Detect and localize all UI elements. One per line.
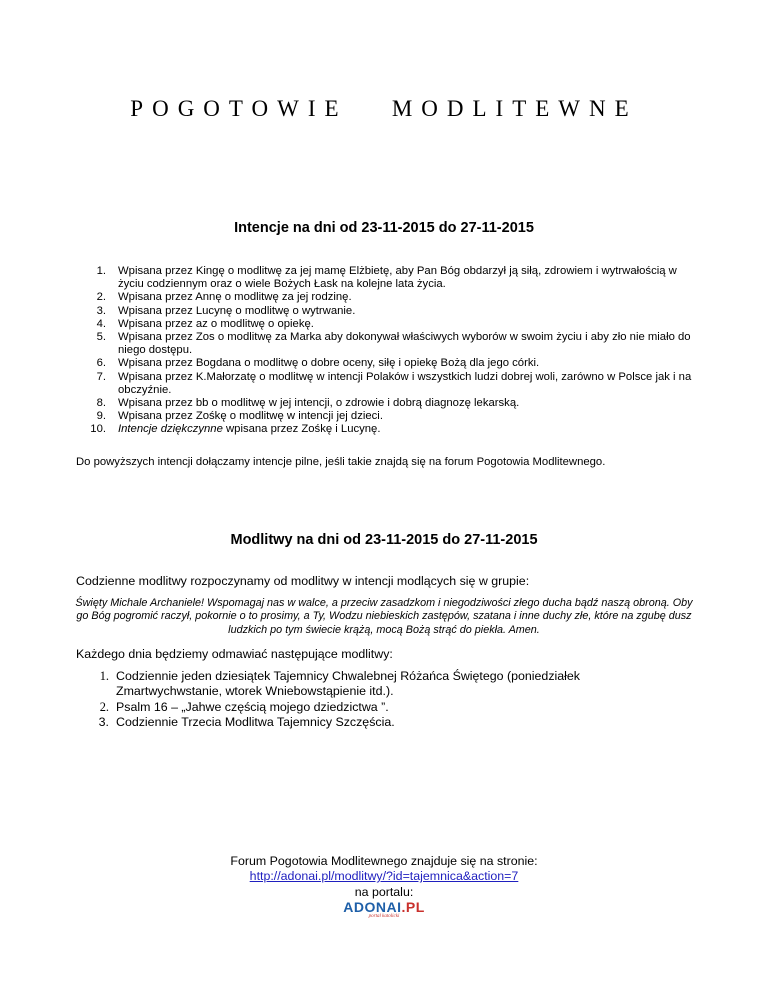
- intentions-note: Do powyższych intencji dołączamy intencje pilne, jeśli takie znajdą się na forum Pogotowia Modlitewnego.: [76, 456, 606, 468]
- michael-prayer: Święty Michale Archaniele! Wspomagaj nas w walce, a przeciw zasadzkom i niegodziwości złego ducha bądź naszą obroną. Oby go Bóg pogromić raczył, pokornie o to prosimy, a Ty, Wodzu niebieskich zastępów, szatana i inne duchy złe, które na zgubę dusz ludzkich po tym świecie krążą, mocą Bożą strąć do piekła. Amen.: [75, 597, 693, 636]
- daily-prayers-list: [76, 669, 636, 731]
- list-item: 8. Wpisana przez bb o modlitwę w jej intencji, o zdrowie i dobrą diagnozę lekarską.: [96, 397, 520, 410]
- list-item: 7. Wpisana przez K.Małorzatę o modlitwę w intencji Polaków i wszystkich ludzi dobrej woli, zarówno w Polsce jak i na obczyźnie.: [96, 370, 692, 396]
- list-item: 2. Wpisana przez Annę o modlitwę za jej rodzinę.: [96, 291, 352, 304]
- list-item: 9. Wpisana przez Zośkę o modlitwę w intencji jej dzieci.: [96, 410, 383, 423]
- prayers-intro: Codzienne modlitwy rozpoczynamy od modlitwy w intencji modlących się w grupie:: [76, 574, 530, 588]
- logo-tagline: portal katolicki: [368, 914, 400, 920]
- list-item: 1. Codziennie jeden dziesiątek Tajemnicy Chwalebnej Różańca Świętego (poniedziałek Zmartwychwstanie, wtorek Wniebowstąpienie itd.).: [99, 669, 581, 699]
- prayers-heading: Modlitwy na dni od 23-11-2015 do 27-11-2015: [230, 532, 538, 548]
- list-item: 2. Psalm 16 – „Jahwe częścią mojego dziedzictwa ”.: [99, 699, 389, 714]
- footer-portal-text: na portalu:: [354, 884, 414, 899]
- list-item: 4. Wpisana przez az o modlitwę o opiekę.: [96, 317, 314, 330]
- footer-forum-text: Forum Pogotowia Modlitewnego znajduje się na stronie:: [230, 854, 538, 868]
- intentions-heading: Intencje na dni od 23-11-2015 do 27-11-2015: [234, 220, 534, 236]
- footer: [0, 854, 768, 922]
- adonai-logo[interactable]: ADONAI.PL portal katolicki: [343, 899, 425, 920]
- list-item: 6. Wpisana przez Bogdana o modlitwę o dobre oceny, siłę i opiekę Bożą dla jego córki.: [96, 357, 540, 370]
- daily-prayers-intro: Każdego dnia będziemy odmawiać następujące modlitwy:: [76, 647, 393, 661]
- list-item: 3. Wpisana przez Lucynę o modlitwę o wytrwanie.: [96, 304, 356, 317]
- list-item: 5. Wpisana przez Zos o modlitwę za Marka aby dokonywał właściwych wyborów w swoim życiu i aby zło nie miało do niego dostępu.: [96, 331, 691, 357]
- list-item: 1. Wpisana przez Kingę o modlitwę za jej mamę Elżbietę, aby Pan Bóg obdarzył ją siłą, zdrowiem i wytrwałością w życiu codziennym oraz o wiele Bożych Łask na kolejne lata życia.: [96, 265, 677, 291]
- forum-link[interactable]: http://adonai.pl/modlitwy/?id=tajemnica&action=7: [249, 869, 519, 884]
- list-item: 10. Intencje dziękczynne wpisana przez Zośkę i Lucynę.: [90, 423, 381, 436]
- page-title: POGOTOWIE MODLITEWNE: [130, 96, 638, 121]
- list-item: 3. Codziennie Trzecia Modlitwa Tajemnicy Szczęścia.: [98, 715, 395, 730]
- intentions-list: [76, 265, 704, 437]
